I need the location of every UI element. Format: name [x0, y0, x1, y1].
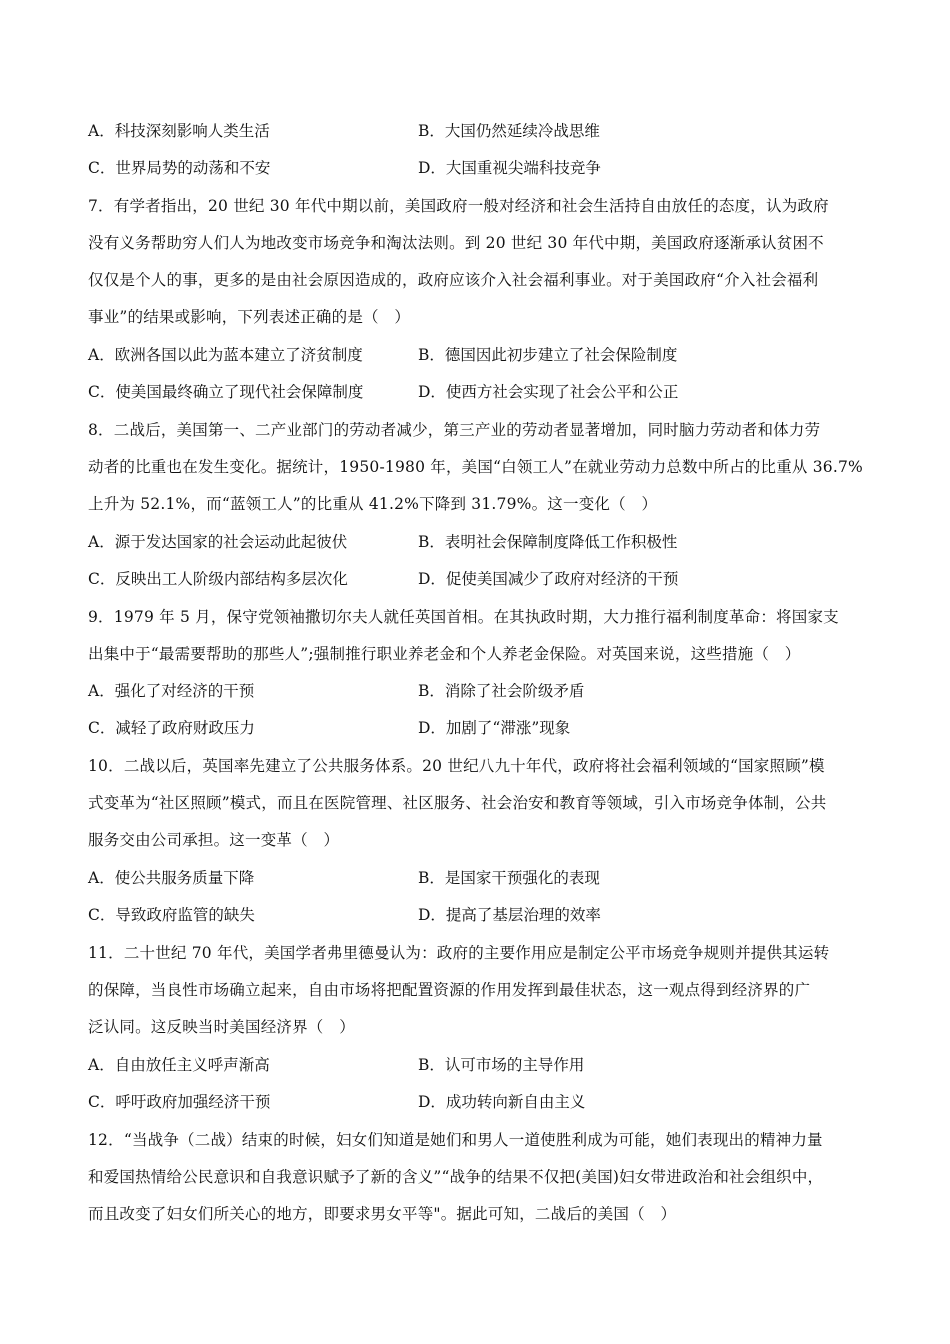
q10-stem-line-1: 10．二战以后，英国率先建立了公共服务体系。20 世纪八九十年代，政府将社会福利领域的“国家照顾”模: [88, 757, 825, 775]
q6-option-d[interactable]: D．大国重视尖端科技竞争: [418, 159, 601, 177]
q8-option-row-2: [88, 561, 868, 598]
q8-stem-line-3: 上升为 52.1%，而“蓝领工人”的比重从 41.2%下降到 31.79%。这一变化（ ）: [88, 495, 658, 513]
q6-option-a[interactable]: A．科技深刻影响人类生活: [88, 122, 270, 140]
q10-option-row-1: [88, 860, 868, 897]
q9-option-d[interactable]: D．加剧了“滞涨”现象: [418, 719, 571, 737]
q6-option-row-1: [88, 113, 868, 150]
q11-option-c[interactable]: C．呼吁政府加强经济干预: [88, 1093, 271, 1111]
q10-option-c[interactable]: C．导致政府监管的缺失: [88, 906, 255, 924]
q7-option-a[interactable]: A．欧洲各国以此为蓝本建立了济贫制度: [88, 346, 363, 364]
q11-option-d[interactable]: D．成功转向新自由主义: [418, 1093, 586, 1111]
q9-option-a[interactable]: A．强化了对经济的干预: [88, 682, 255, 700]
q9-option-c[interactable]: C．减轻了政府财政压力: [88, 719, 255, 737]
q8-stem-line-2: 动者的比重也在发生变化。据统计，1950-1980 年，美国“白领工人”在就业劳动力总数中所占的比重从 36.7%: [88, 458, 863, 476]
q7-stem-line-4: 事业”的结果或影响，下列表述正确的是（ ）: [88, 308, 411, 326]
q8-option-row-1: [88, 524, 868, 561]
q8-option-a[interactable]: A．源于发达国家的社会运动此起彼伏: [88, 533, 348, 551]
q12-stem-line-3: 而且改变了妇女们所关心的地方，即要求男女平等"。据此可知，二战后的美国（ ）: [88, 1205, 677, 1223]
q10-option-b[interactable]: B．是国家干预强化的表现: [418, 869, 600, 887]
q11-option-row-2: [88, 1084, 868, 1121]
q10-option-d[interactable]: D．提高了基层治理的效率: [418, 906, 601, 924]
q7-option-c[interactable]: C．使美国最终确立了现代社会保障制度: [88, 383, 364, 401]
q7-option-b[interactable]: B．德国因此初步建立了社会保险制度: [418, 346, 678, 364]
q7-stem-line-1: 7．有学者指出，20 世纪 30 年代中期以前，美国政府一般对经济和社会生活持自由放任的态度，认为政府: [88, 197, 829, 215]
q11-stem-line-3: 泛认同。这反映当时美国经济界（ ）: [88, 1018, 355, 1036]
q7-option-row-2: [88, 374, 868, 411]
q9-option-row-2: [88, 710, 868, 747]
q7-option-row-1: [88, 337, 868, 374]
q9-option-row-1: [88, 673, 868, 710]
q10-option-a[interactable]: A．使公共服务质量下降: [88, 869, 255, 887]
q9-stem-line-2: 出集中于“最需要帮助的那些人”;强制推行职业养老金和个人养老金保险。对英国来说，这些措施（ ）: [88, 645, 801, 663]
q7-stem-line-3: 仅仅是个人的事，更多的是由社会原因造成的，政府应该介入社会福利事业。对于美国政府“介入社会福利: [88, 271, 819, 289]
q6-option-b[interactable]: B．大国仍然延续冷战思维: [418, 122, 600, 140]
q12-stem-line-1: 12．“当战争（二战）结束的时候，妇女们知道是她们和男人一道使胜利成为可能，她们表现出的精神力量: [88, 1131, 823, 1149]
q10-option-row-2: [88, 897, 868, 934]
q12-stem-line-2: 和爱国热情给公民意识和自我意识赋予了新的含义”“战争的结果不仅把(美国)妇女带进政治和社会组织中，: [88, 1168, 824, 1186]
q8-option-d[interactable]: D．促使美国减少了政府对经济的干预: [418, 570, 679, 588]
q7-option-d[interactable]: D．使西方社会实现了社会公平和公正: [418, 383, 679, 401]
q9-option-b[interactable]: B．消除了社会阶级矛盾: [418, 682, 585, 700]
q10-stem-line-3: 服务交由公司承担。这一变革（ ）: [88, 831, 340, 849]
q11-option-row-1: [88, 1047, 868, 1084]
q11-option-a[interactable]: A．自由放任主义呼声渐高: [88, 1056, 270, 1074]
q11-stem-line-2: 的保障，当良性市场确立起来，自由市场将把配置资源的作用发挥到最佳状态，这一观点得到经济界的广: [88, 981, 811, 999]
q10-stem-line-2: 式变革为“社区照顾”模式，而且在医院管理、社区服务、社会治安和教育等领域，引入市场竞争体制，公共: [88, 794, 827, 812]
q11-option-b[interactable]: B．认可市场的主导作用: [418, 1056, 585, 1074]
q8-option-c[interactable]: C．反映出工人阶级内部结构多层次化: [88, 570, 348, 588]
q9-stem-line-1: 9．1979 年 5 月，保守党领袖撒切尔夫人就任英国首相。在其执政时期，大力推行福利制度革命：将国家支: [88, 608, 839, 626]
q11-stem-line-1: 11．二十世纪 70 年代，美国学者弗里德曼认为：政府的主要作用应是制定公平市场竞争规则并提供其运转: [88, 944, 830, 962]
q6-option-c[interactable]: C．世界局势的动荡和不安: [88, 159, 271, 177]
q7-stem-line-2: 没有义务帮助穷人们人为地改变市场竞争和淘汰法则。到 20 世纪 30 年代中期，美国政府逐渐承认贫困不: [88, 234, 824, 252]
q8-stem-line-1: 8．二战后，美国第一、二产业部门的劳动者减少，第三产业的劳动者显著增加，同时脑力劳动者和体力劳: [88, 421, 821, 439]
q8-option-b[interactable]: B．表明社会保障制度降低工作积极性: [418, 533, 678, 551]
q6-option-row-2: [88, 150, 868, 187]
